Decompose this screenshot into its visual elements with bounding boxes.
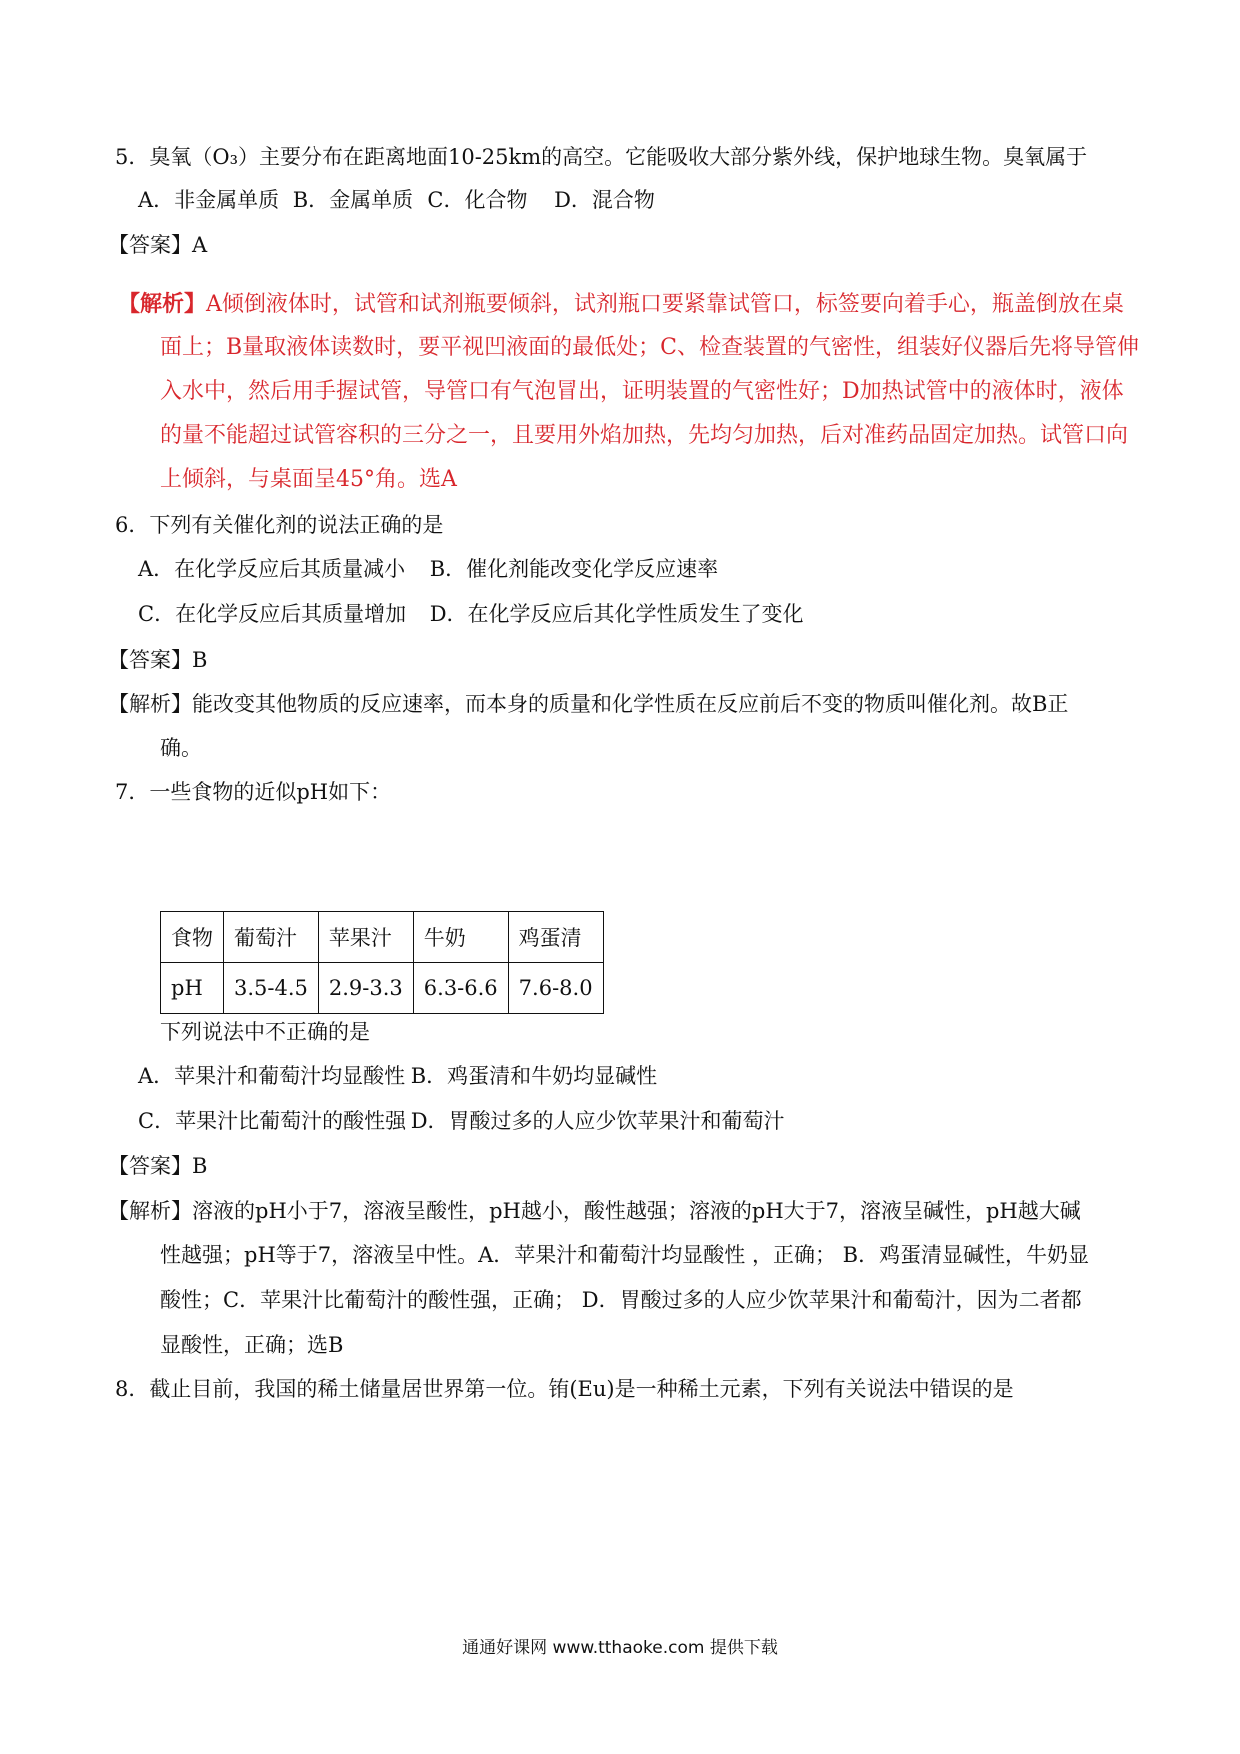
q7-analysis-line-4: 显酸性，正确；选B [160,1333,344,1357]
table-row [161,912,604,963]
answer-value: B [192,1154,208,1178]
table-cell: 2.9-3.3 [318,963,413,1014]
table-cell: pH [161,963,224,1014]
q7-analysis-line-2: 性越强；pH等于7，溶液呈中性。A．苹果汁和葡萄汁均显酸性 ，正确； B．鸡蛋清显碱性，牛奶显 [160,1243,1090,1267]
table-row [161,963,604,1014]
answer-label: 【答案】 [108,1154,192,1178]
q7-stem: 7．一些食物的近似pH如下： [115,780,392,804]
ph-table [160,911,604,1014]
q5-analysis-line-3: 入水中，然后用手握试管，导管口有气泡冒出，证明装置的气密性好；D加热试管中的液体时，液体 [160,379,1124,404]
page-footer: 通通好课网 www.tthaoke.com 提供下载 [462,1638,778,1658]
q6-options-row-2 [138,599,804,629]
table-cell: 食物 [161,912,224,963]
q7-analysis-line-1: 溶液的pH小于7，溶液呈酸性，pH越小，酸性越强；溶液的pH大于7，溶液呈碱性，pH越大碱 [192,1199,1081,1223]
q7-analysis-line-3: 酸性；C．苹果汁比葡萄汁的酸性强，正确； D．胃酸过多的人应少饮苹果汁和葡萄汁，因为二者都 [160,1288,1082,1312]
analysis-label: 【解析】 [118,291,207,317]
q7-option-c: C．苹果汁比葡萄汁的酸性强 [138,1109,407,1133]
q6-option-a: A．在化学反应后其质量减小 [138,557,406,581]
q6-stem: 6．下列有关催化剂的说法正确的是 [115,513,444,537]
q7-option-d: D．胃酸过多的人应少饮苹果汁和葡萄汁 [410,1109,785,1133]
q7-answer [108,1151,207,1181]
q6-analysis-line-1: 能改变其他物质的反应速率，而本身的质量和化学性质在反应前后不变的物质叫催化剂。故B正 [192,692,1069,716]
table-cell: 6.3-6.6 [413,963,508,1014]
q5-answer [108,230,207,260]
answer-label: 【答案】 [108,648,192,672]
answer-value: A [192,233,208,257]
table-cell: 鸡蛋清 [508,912,603,963]
answer-label: 【答案】 [108,233,192,257]
q6-answer [108,645,207,675]
q5-analysis-line-1: A倾倒液体时，试管和试剂瓶要倾斜，试剂瓶口要紧靠试管口，标签要向着手心，瓶盖倒放在桌 [206,292,1124,317]
table-cell: 葡萄汁 [224,912,319,963]
q7-options-row-2 [138,1106,785,1136]
q7-question: 下列说法中不正确的是 [160,1020,370,1044]
q5-option-a: A．非金属单质 [138,188,280,212]
q6-analysis [108,689,1068,719]
table-cell: 牛奶 [413,912,508,963]
q7-options-row-1 [138,1061,657,1091]
q5-stem: 5．臭氧（O₃）主要分布在距离地面10-25km的高空。它能吸收大部分紫外线，保护地球生物。臭氧属于 [115,145,1088,169]
q7-option-b: B．鸡蛋清和牛奶均显碱性 [410,1064,658,1088]
q5-option-d: D．混合物 [554,188,655,212]
q5-analysis-line-2: 面上；B量取液体读数时，要平视凹液面的最低处；C、检查装置的气密性，组装好仪器后先将导管伸 [160,335,1140,360]
answer-value: B [192,648,208,672]
q8-stem: 8．截止目前，我国的稀土储量居世界第一位。铕(Eu)是一种稀土元素，下列有关说法中错误的是 [115,1377,1014,1401]
q5-option-c: C．化合物 [427,188,528,212]
table-cell: 苹果汁 [318,912,413,963]
q5-option-b: B．金属单质 [292,188,414,212]
q5-analysis-line-5: 上倾斜，与桌面呈45°角。选A [160,467,457,492]
q6-analysis-line-2: 确。 [160,736,202,760]
table-cell: 3.5-4.5 [224,963,319,1014]
q5-options [138,185,655,215]
q6-option-d: D．在化学反应后其化学性质发生了变化 [429,602,804,626]
q5-analysis [118,282,1124,327]
table-cell: 7.6-8.0 [508,963,603,1014]
q6-options-row-1 [138,554,718,584]
q6-option-c: C．在化学反应后其质量增加 [138,602,407,626]
q5-analysis-line-4: 的量不能超过试管容积的三分之一，且要用外焰加热，先均匀加热，后对准药品固定加热。试管口向 [160,423,1129,448]
analysis-label: 【解析】 [108,692,192,716]
analysis-label: 【解析】 [108,1199,192,1223]
q7-analysis [108,1196,1081,1226]
q7-option-a: A．苹果汁和葡萄汁均显酸性 [138,1064,406,1088]
q6-option-b: B．催化剂能改变化学反应速率 [429,557,719,581]
